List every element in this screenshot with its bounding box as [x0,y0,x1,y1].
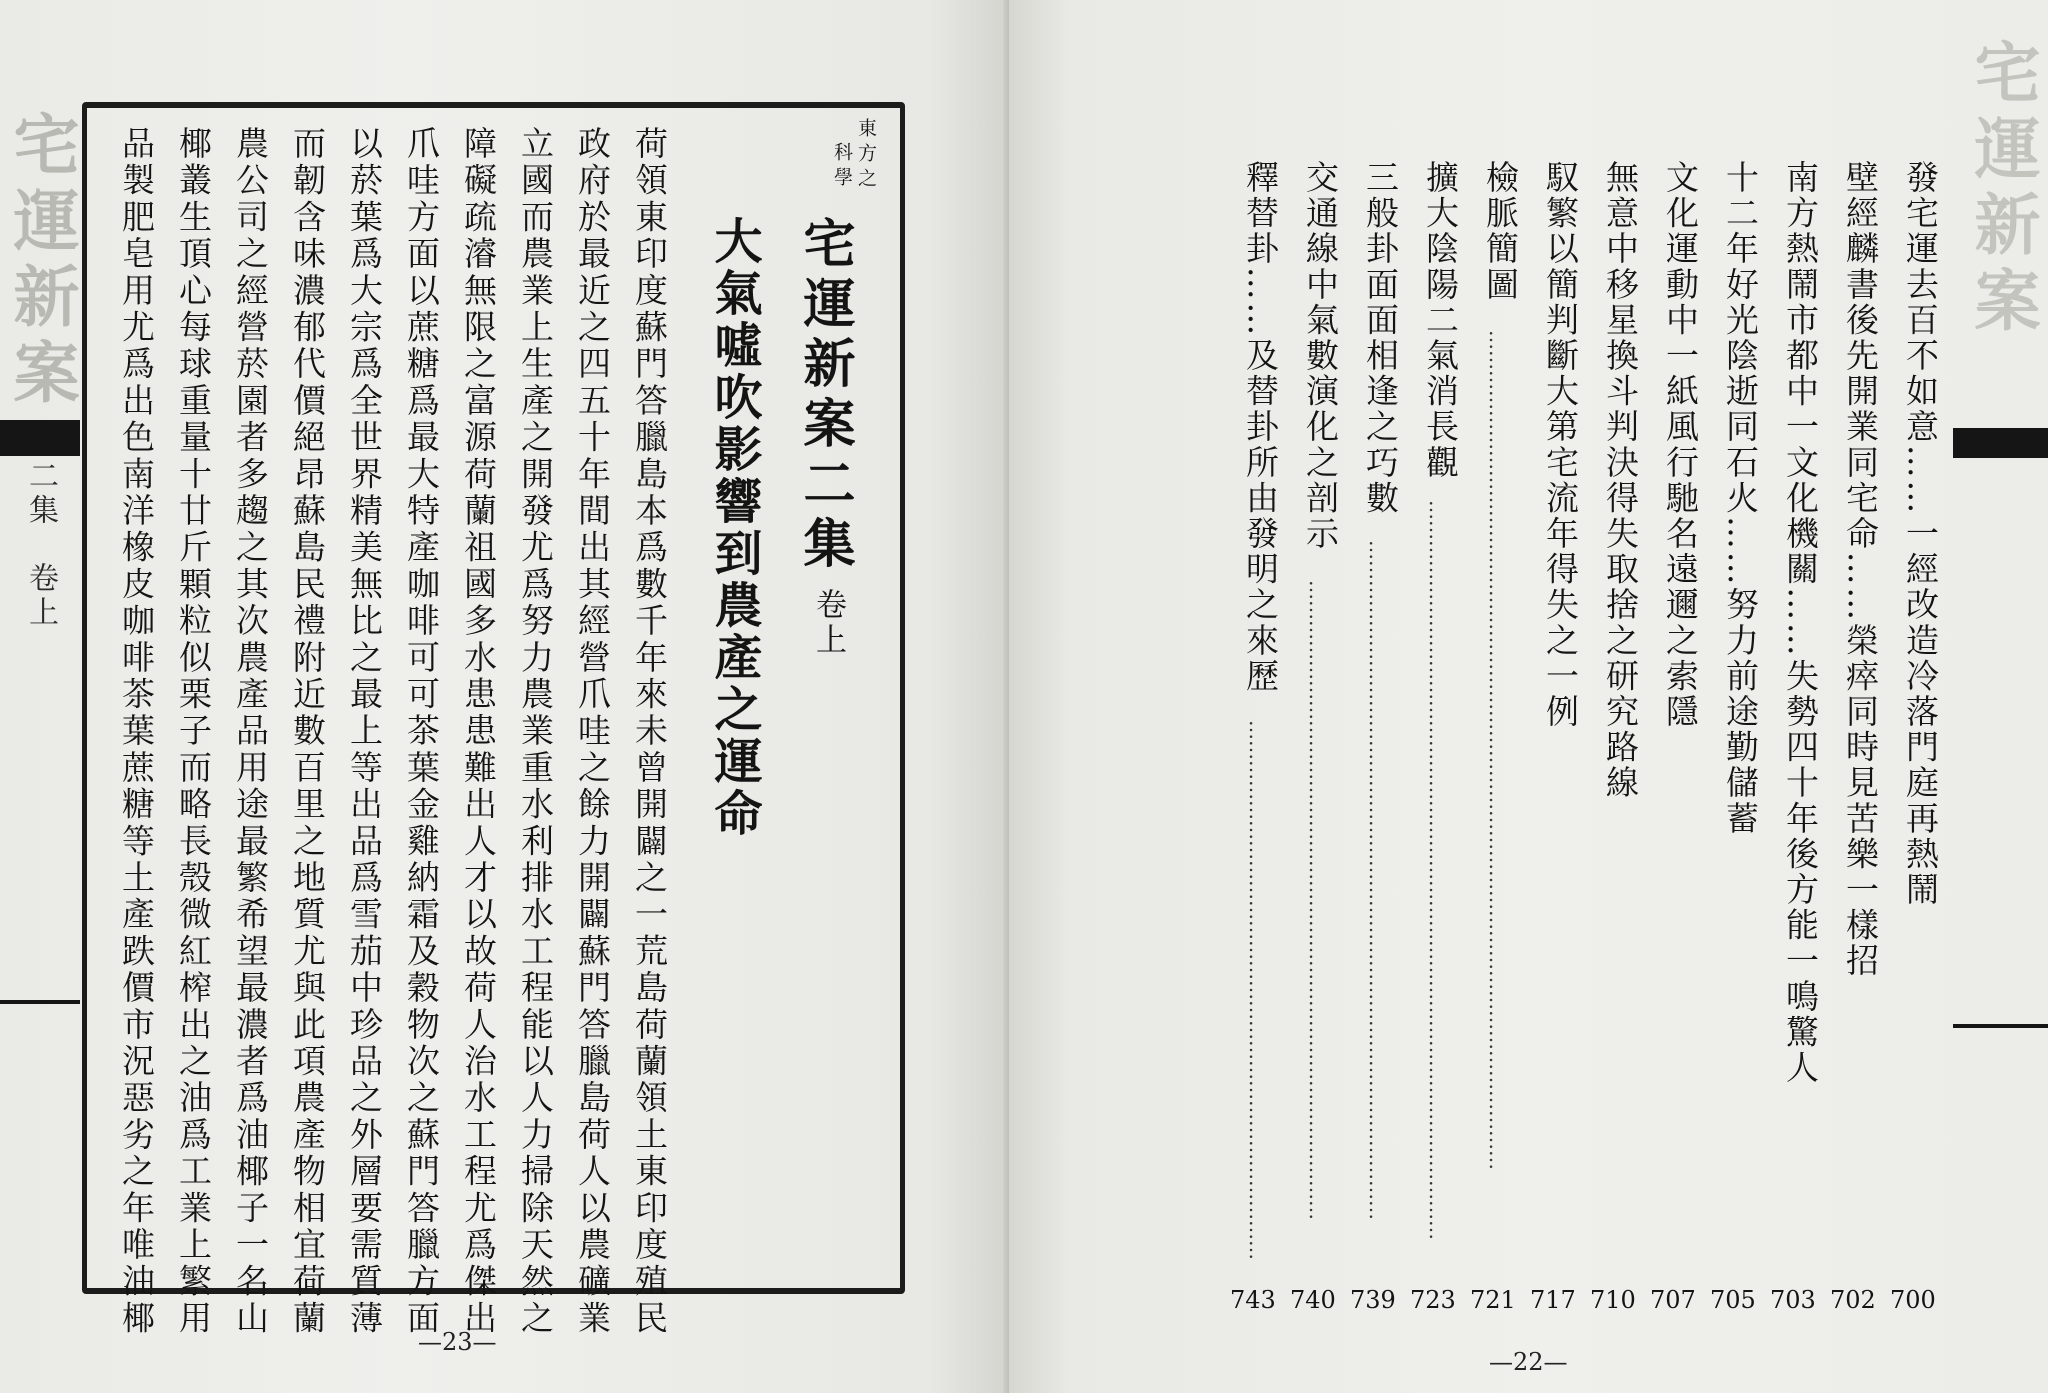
chapter-title: 大氣噓吹影響到農產之運命 [706,216,762,840]
left-margin-tab-label: 二集 卷上 [23,460,58,630]
left-margin-rule [0,1000,80,1004]
body-column: 而韌含味濃郁代價絕昂蘇島民禮附近數百里之地質尤與此項農產物相宜荷蘭 [288,126,327,1338]
toc-leader-dots: ……………………………………………………………………………………………………………… [1485,330,1509,1170]
toc-entry-title: 文化運動中一紙風行馳名遠邇之索隱 [1661,160,1700,730]
toc-entry-title: 無意中移星換斗判決得失取捨之研究路線 [1601,160,1640,801]
toc-entry-page: 710 [1590,1286,1636,1314]
series-label-line-1: 東方之 [855,118,877,193]
body-column: 以菸葉爲大宗爲全世界精美無比之最上等出品爲雪茄中珍品之外層要需質薄 [345,126,384,1338]
toc-entry-title: 擴大陰陽二氣消長觀 [1421,160,1460,481]
toc-entry-page: 739 [1350,1286,1396,1314]
toc-entry-title: 釋替卦……及替卦所由發明之來歷 [1241,160,1280,694]
toc-entry-page: 703 [1770,1286,1816,1314]
right-margin-rule [1953,1024,2048,1028]
toc-entry-title: 南方熱鬧市都中一文化機關……失勢四十年後方能一鳴驚人 [1781,160,1820,1086]
toc-entry-page: 721 [1470,1286,1516,1314]
toc-entry-page: 723 [1410,1286,1456,1314]
right-margin-tab [1953,428,2048,458]
series-label-line-2: 科學 [831,142,853,192]
toc-entry-title: 壁經麟書後先開業同宅命……榮瘁同時見苦樂一樣招 [1841,160,1880,979]
right-margin-ghost-text: 宅運新案 [1963,38,2041,342]
body-column: 荷領東印度蘇門答臘島本爲數千年來未曾開闢之一荒島荷蘭領土東印度殖民 [630,126,669,1338]
left-margin-ghost-text: 宅運新案 [2,110,80,414]
toc-leader-dots: …………………………………………………………………………………… [1305,580,1329,1220]
left-page [0,0,1009,1393]
body-column: 立國而農業上生產之開發尤爲努力農業重水利排水工程能以人力掃除天然之 [516,126,555,1338]
toc-entry-title: 馭繁以簡判斷大第宅流年得失之一例 [1541,160,1580,730]
toc-entry-title: 發宅運去百不如意……一經改造冷落門庭再熱鬧 [1901,160,1940,908]
toc-entry-page: 717 [1530,1286,1576,1314]
toc-entry-title: 交通線中氣數演化之剖示 [1301,160,1340,552]
toc-leader-dots: ……………………………………………………………………… [1245,720,1269,1260]
page-number-left: —23— [418,1328,497,1356]
toc-entry-page: 740 [1290,1286,1336,1314]
page-number-right: —22— [1489,1348,1568,1376]
body-column: 椰叢生頂心每球重量十廿斤顆粒似栗子而略長殼微紅榨出之油爲工業上繁用 [174,126,213,1338]
left-margin-tab [0,420,80,456]
toc-entry-page: 705 [1710,1286,1756,1314]
volume-label: 卷上 [810,588,846,658]
body-column: 農公司之經營菸園者多趨之其次農產品用途最繁希望最濃者爲油椰子一名山 [231,126,270,1338]
right-page [1009,0,2048,1393]
body-column: 障礙疏濬無限之富源荷蘭祖國多水患患難出人才以故荷人治水工程尤爲傑出 [459,126,498,1338]
toc-leader-dots: ………………………………………………………………………………………………… [1425,500,1449,1240]
body-column: 政府於最近之四五十年間出其經營爪哇之餘力開闢蘇門答臘島荷人以農礦業 [573,126,612,1338]
toc-entry-page: 700 [1890,1286,1936,1314]
toc-entry-title: 檢脈簡圖 [1481,160,1520,303]
body-column: 爪哇方面以蔗糖爲最大特產咖啡可可茶葉金雞納霜及穀物次之蘇門答臘方面 [402,126,441,1338]
toc-entry-title: 三般卦面面相逢之巧數 [1361,160,1400,516]
toc-leader-dots: ………………………………………………………………………………………… [1365,540,1389,1220]
toc-entry-title: 十二年好光陰逝同石火……努力前途勤儲蓄 [1721,160,1760,837]
toc-entry-page: 743 [1230,1286,1276,1314]
toc-entry-page: 707 [1650,1286,1696,1314]
toc-entry-page: 702 [1830,1286,1876,1314]
book-title: 宅運新案二集 [794,216,855,576]
body-column: 品製肥皂用尤爲出色南洋橡皮咖啡茶葉蔗糖等土產跌價市況惡劣之年唯油椰 [117,126,156,1338]
